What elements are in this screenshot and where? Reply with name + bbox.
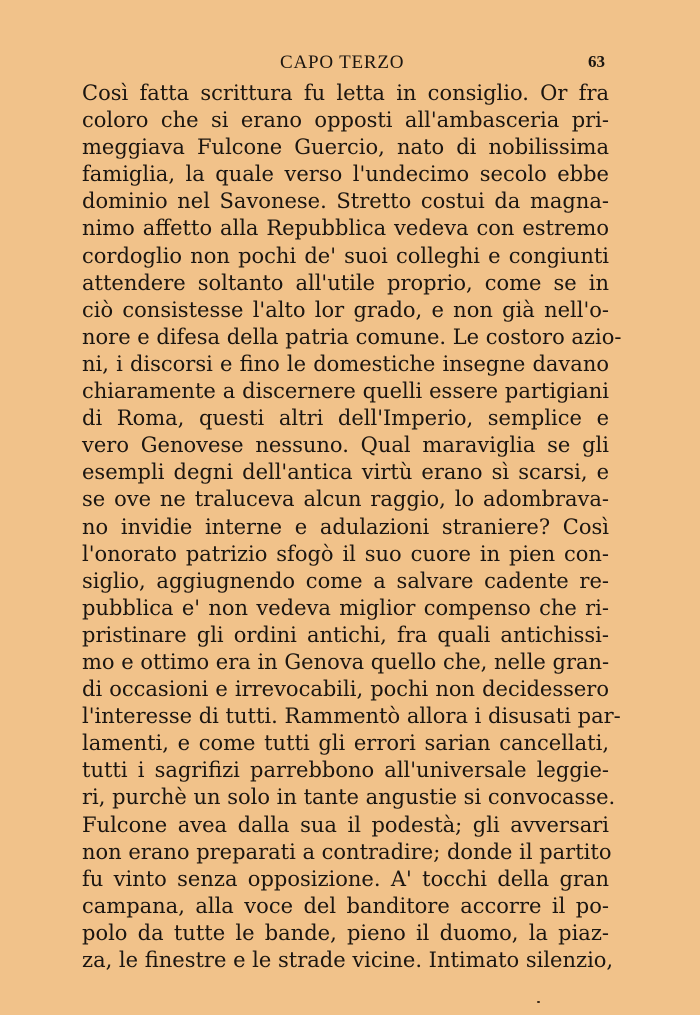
text-line: chiaramente a discernere quelli essere partigiani (82, 379, 609, 404)
text-line: esempli degni dell'antica virtù erano sì scarsi, e (82, 460, 609, 485)
text-line: pristinare gli ordini antichi, fra quali antichissi- (82, 622, 609, 647)
text-line: famiglia, la quale verso l'undecimo secolo ebbe (82, 162, 609, 187)
page-number: 63 (588, 52, 605, 71)
text-line: meggiava Fulcone Guercio, nato di nobilissima (82, 135, 609, 160)
text-line: ni, i discorsi e fino le domestiche insegne davano (82, 351, 609, 376)
text-line: za, le finestre e le strade vicine. Intimato silenzio, (82, 948, 614, 972)
text-line: campana, alla voce del banditore accorre il po- (82, 893, 609, 918)
text-line: coloro che si erano opposti all'ambasceria pri- (82, 108, 609, 133)
text-line: Fulcone avea dalla sua il podestà; gli avversari (82, 812, 609, 837)
text-line: siglio, aggiugnendo come a salvare cadente re- (82, 568, 609, 593)
text-line: di occasioni e irrevocabili, pochi non decidessero (82, 677, 609, 702)
text-line: di Roma, questi altri dell'Imperio, semplice e (82, 406, 609, 431)
text-line: se ove ne traluceva alcun raggio, lo adombrava- (82, 487, 609, 512)
running-head (110, 52, 605, 78)
text-line: Così fatta scrittura fu letta in consiglio. Or fra (82, 81, 609, 105)
text-line: lamenti, e come tutti gli errori sarian cancellati, (82, 731, 609, 756)
text-line: l'onorato patrizio sfogò il suo cuore in pien con- (82, 541, 609, 566)
text-line: dominio nel Savonese. Stretto costui da magna- (82, 189, 609, 214)
chapter-title: CAPO TERZO (280, 52, 405, 73)
text-line: nimo affetto alla Repubblica vedeva con estremo (82, 216, 609, 241)
text-line: polo da tutte le bande, pieno il duomo, la piaz- (82, 920, 609, 945)
text-line: attendere soltanto all'utile proprio, come se in (82, 270, 609, 295)
text-line: l'interesse di tutti. Rammentò allora i disusati par- (82, 704, 621, 729)
paper-speck (537, 1001, 540, 1003)
text-line: vero Genovese nessuno. Qual maraviglia se gli (82, 433, 609, 458)
text-line: mo e ottimo era in Genova quello che, nelle gran- (82, 649, 610, 674)
text-line: fu vinto senza opposizione. A' tocchi della gran (82, 866, 609, 891)
text-line: no invidie interne e adulazioni straniere? Così (82, 514, 609, 539)
body-text (82, 80, 622, 974)
text-line: nore e difesa della patria comune. Le costoro azio- (82, 324, 622, 349)
text-line: cordoglio non pochi de' suoi colleghi e congiunti (82, 243, 609, 268)
text-line: ri, purchè un solo in tante angustie si convocasse. (82, 785, 616, 810)
text-line: pubblica e' non vedeva miglior compenso che ri- (82, 595, 609, 620)
text-line: ciò consistesse l'alto lor grado, e non già nell'o- (82, 297, 609, 322)
text-line: tutti i sagrifizi parrebbono all'universale leggie- (82, 758, 609, 783)
text-line: non erano preparati a contradire; donde il partito (82, 839, 612, 864)
